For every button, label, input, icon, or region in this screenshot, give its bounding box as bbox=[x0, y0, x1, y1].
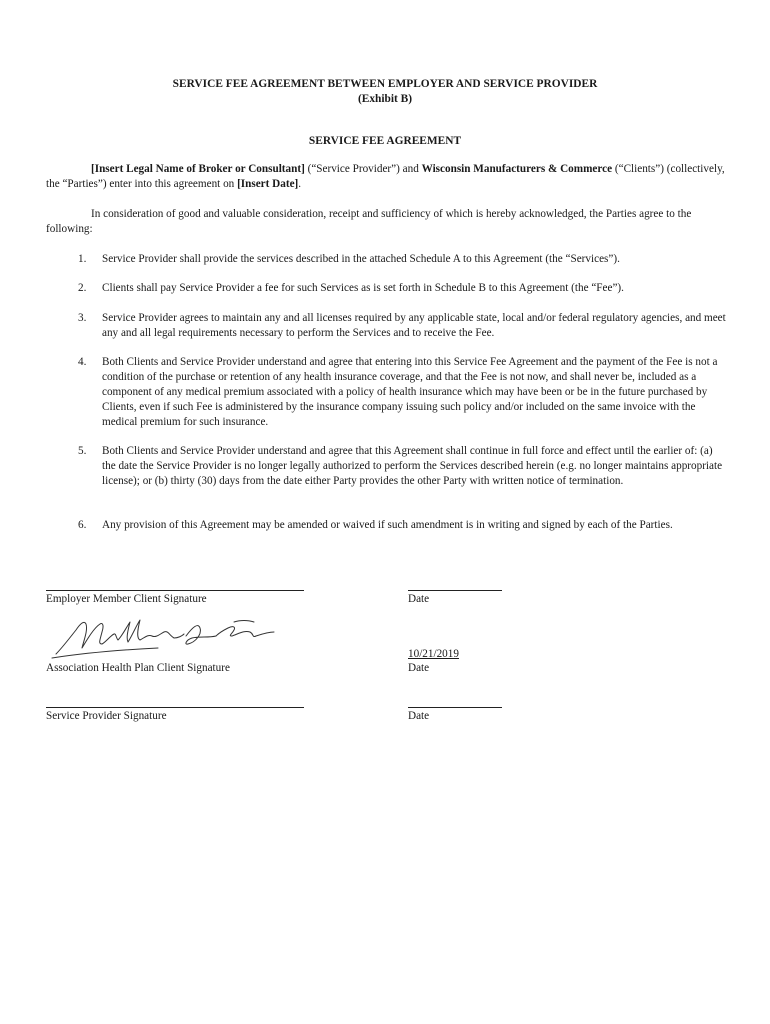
clause-text: Both Clients and Service Provider understand and agree that this Agreement shall continue in full force and effect until the earlier of: (a) the date the Service Provider is no longer legally authorized to perform the Services described herein (e.g. no longer maintains appropriate license); or (b) thirty (30) days from the date either Party provides the other Party with written notice of termination. bbox=[102, 445, 723, 487]
employer-date-label: Date bbox=[408, 593, 430, 605]
clause-number: 3. bbox=[78, 312, 87, 324]
clause-number: 6. bbox=[78, 519, 87, 531]
clause-text: Service Provider agrees to maintain any and all licenses required by any applicable state, local and/or federal regulatory agencies, and meet any and all legal requirements necessary to perform the Services and to receive the Fee. bbox=[102, 312, 726, 339]
association-date-label: Date bbox=[408, 662, 430, 674]
document-title: SERVICE FEE AGREEMENT BETWEEN EMPLOYER AND SERVICE PROVIDER bbox=[172, 78, 598, 90]
document-subtitle: (Exhibit B) bbox=[357, 93, 413, 105]
employer-date-line[interactable] bbox=[408, 590, 502, 591]
intro-role-text: (“Service Provider”) and bbox=[304, 163, 422, 175]
agreement-date: [Insert Date] bbox=[237, 178, 299, 190]
handwritten-signature bbox=[48, 614, 298, 662]
association-date-value: 10/21/2019 bbox=[408, 648, 459, 660]
provider-date-label: Date bbox=[408, 710, 430, 722]
consideration-paragraph: In consideration of good and valuable consideration, receipt and sufficiency of which is hereby acknowledged, the Parties agree to the following: bbox=[46, 208, 692, 235]
clause-number: 5. bbox=[78, 445, 87, 457]
intro-paragraph bbox=[46, 162, 726, 192]
employer-signature-line[interactable] bbox=[46, 590, 304, 591]
clause-text: Both Clients and Service Provider understand and agree that entering into this Service Fee Agreement and the payment of the Fee is not a condition of the purchase or retention of any health insurance coverage, and that the Fee is not now, and shall never be, included as a component of any medical premium associated with a policy of health insurance which may have been or be in the future purchased by Clients, even if such Fee is administered by the insurance company issuing such policy and/or included on the same invoice with the medical premium for such insurance. bbox=[102, 356, 718, 428]
provider-signature-line[interactable] bbox=[46, 707, 304, 708]
clause-number: 4. bbox=[78, 356, 87, 368]
service-provider-name: [Insert Legal Name of Broker or Consultant] bbox=[91, 163, 305, 175]
agreement-title: SERVICE FEE AGREEMENT bbox=[308, 135, 462, 147]
clause-text: Clients shall pay Service Provider a fee for such Services as is set forth in Schedule B to this Agreement (the “Fee”). bbox=[102, 282, 624, 294]
clause-text: Service Provider shall provide the services described in the attached Schedule A to this Agreement (the “Services”). bbox=[102, 253, 620, 265]
association-signature-label: Association Health Plan Client Signature bbox=[46, 662, 230, 674]
clause-number: 1. bbox=[78, 253, 87, 265]
clause-number: 2. bbox=[78, 282, 87, 294]
clause-text: Any provision of this Agreement may be amended or waived if such amendment is in writing and signed by each of the Parties. bbox=[102, 519, 673, 531]
intro-end-text: . bbox=[298, 178, 302, 190]
employer-signature-label: Employer Member Client Signature bbox=[46, 593, 207, 605]
provider-signature-label: Service Provider Signature bbox=[46, 710, 167, 722]
clients-name: Wisconsin Manufacturers & Commerce bbox=[421, 163, 613, 175]
intro-middle-text: (“Clients”) (collectively, the “Parties”) enter into this agreement on bbox=[46, 163, 725, 190]
provider-date-line[interactable] bbox=[408, 707, 502, 708]
